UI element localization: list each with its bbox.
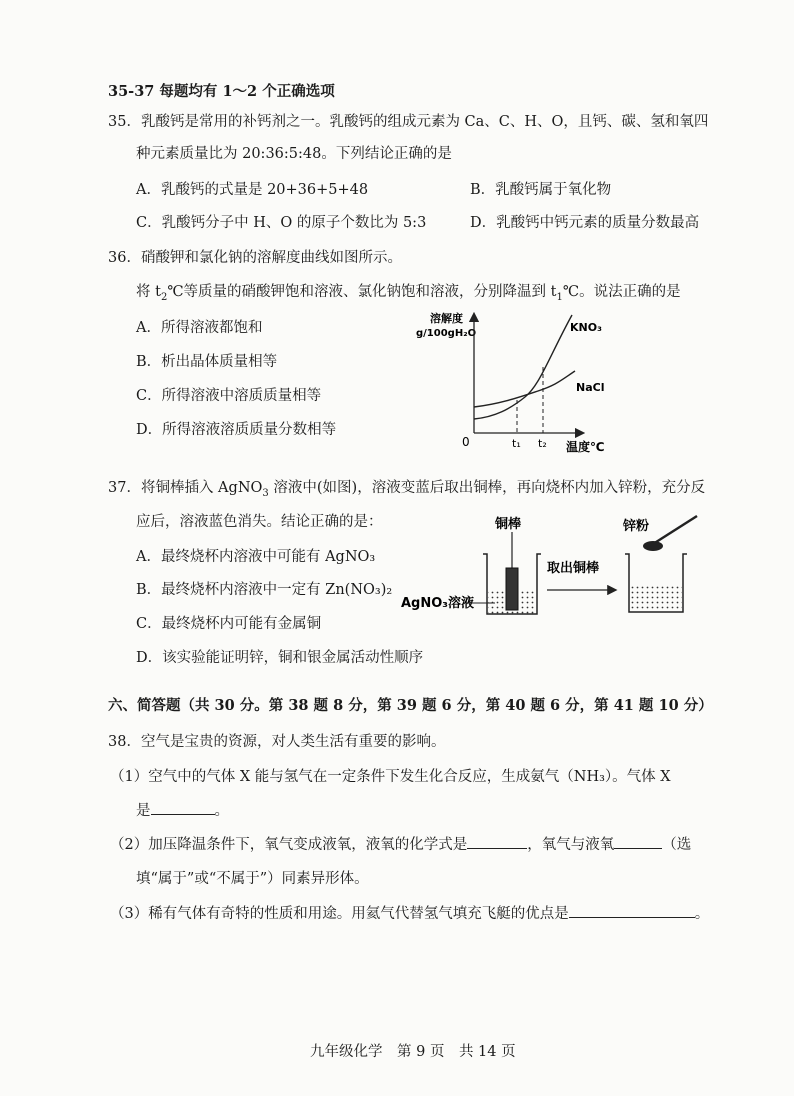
chart-origin: 0 [462,435,470,449]
agno3-solution-label: AgNO₃溶液 [401,596,474,611]
q36-stem-part-b: ℃等质量的硝酸钾饱和溶液、氯化钠饱和溶液，分别降温到 t [167,284,557,300]
q38-stem: 38．空气是宝贵的资源，对人类生活有重要的影响。 [108,734,446,750]
q36-stem-line2 [136,280,681,303]
result-solution-liquid [630,586,682,612]
q38-p2-part-c: （选 [662,837,692,853]
q35-stem-line1: 35．乳酸钙是常用的补钙剂之一。乳酸钙的组成元素为 Ca、C、H、O，且钙、碳、氢和氧四 [108,114,709,130]
chart-nacl-label: NaCl [576,381,605,394]
spoon-handle [653,516,697,544]
q38-p1-line1: （1）空气中的气体 X 能与氢气在一定条件下发生化合反应，生成氨气（NH₃）。气体 X [110,769,671,785]
q38-p3-end: 。 [694,906,710,922]
q36-stem-part-a: 将 t [136,284,161,300]
chart-kno3-label: KNO₃ [570,321,602,334]
arrow-label: 取出铜棒 [547,561,600,576]
q37-stem-part-a: 37．将铜棒插入 AgNO [108,480,263,496]
q38-p1-end: 。 [214,803,229,819]
q38-answer-blank-1[interactable] [151,800,215,815]
q38-p2-line2: 填“属于”或“不属于”）同素异形体。 [136,871,369,887]
q38-answer-blank-2[interactable] [467,834,527,849]
chart-ylabel-line2: g/100gH₂O [416,328,477,339]
q35-option-b: B．乳酸钙属于氧化物 [470,182,612,198]
q37-option-b: B．最终烧杯内溶液中一定有 Zn(NO₃)₂ [136,582,393,598]
q37-stem-part-b: 溶液中(如图)，溶液变蓝后取出铜棒，再向烧杯内加入锌粉，充分反 [268,480,706,496]
copper-rod-label: 铜棒 [495,517,522,532]
q35-option-a: A．乳酸钙的式量是 20+36+5+48 [136,182,369,198]
chart-ylabel-line1: 溶解度 [430,312,463,325]
chart-t2-label: t₂ [538,437,547,450]
q38-p2-part-a: （2）加压降温条件下，氧气变成液氧，液氧的化学式是 [110,837,468,853]
q38-p3 [110,902,709,923]
q38-p2-line1 [110,833,691,854]
page-footer: 九年级化学 第 9 页 共 14 页 [310,1044,516,1060]
q35-option-d: D．乳酸钙中钙元素的质量分数最高 [470,215,700,231]
q36-sub-2: 2 [160,291,168,303]
zinc-powder-label: 锌粉 [623,519,650,534]
spoon-bowl [643,541,663,551]
q36-option-c: C．所得溶液中溶质质量相等 [136,388,322,404]
q36-stem-part-c: ℃。说法正确的是 [562,284,681,300]
q37-option-c: C．最终烧杯内可能有金属铜 [136,616,322,632]
q37-stem-line1 [108,476,705,499]
q38-p3-text: （3）稀有气体有奇特的性质和用途。用氦气代替氢气填充飞艇的优点是 [110,906,569,922]
q37-option-a: A．最终烧杯内溶液中可能有 AgNO₃ [136,549,376,565]
chart-t1-label: t₁ [512,437,521,450]
q36-option-d: D．所得溶液溶质质量分数相等 [136,422,337,438]
kno3-curve [474,315,572,419]
q38-p1-lead: 是 [136,803,151,819]
chart-xlabel: 温度℃ [566,440,605,454]
q37-sub-3: 3 [262,487,269,499]
q38-answer-blank-3[interactable] [614,834,662,849]
nacl-curve [474,371,575,407]
q38-p1-line2 [136,799,229,820]
q37-option-d: D．该实验能证明锌，铜和银金属活动性顺序 [136,650,424,666]
q36-option-b: B．析出晶体质量相等 [136,354,278,370]
section6-header: 六、简答题（共 30 分。第 38 题 8 分，第 39 题 6 分，第 40 题 6 分，第 41 题 10 分） [108,697,713,714]
q37-stem-line2: 应后，溶液蓝色消失。结论正确的是： [136,514,383,530]
q35-stem-line2: 种元素质量比为 20:36:5:48。下列结论正确的是 [136,146,452,162]
q36-sub-1: 1 [556,291,563,303]
q38-answer-blank-4[interactable] [569,903,695,918]
solubility-curve-chart [410,305,640,455]
q38-p2-part-b: ，氧气与液氧 [527,837,615,853]
section-note: 35-37 每题均有 1～2 个正确选项 [108,83,335,100]
q35-option-c: C．乳酸钙分子中 H、O 的原子个数比为 5:3 [136,215,427,231]
copper-rod [506,568,518,610]
q36-option-a: A．所得溶液都饱和 [136,320,263,336]
q36-stem-line1: 36．硝酸钾和氯化钠的溶解度曲线如图所示。 [108,250,402,266]
copper-rod-experiment-figure [395,510,725,625]
